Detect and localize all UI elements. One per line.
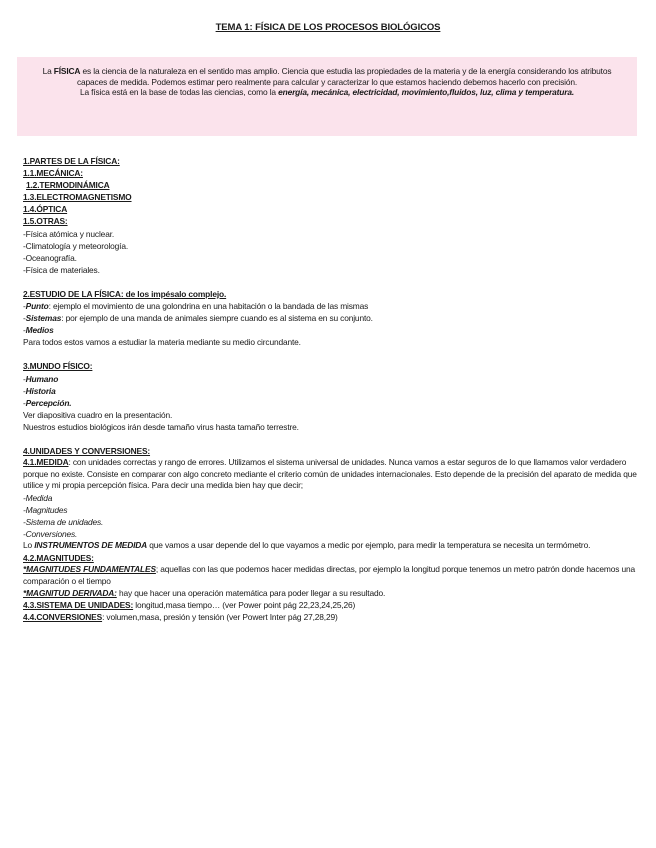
instrumentos-paragraph: Lo INSTRUMENTOS DE MEDIDA que vamos a usar depende del lo que vayamos a medic por ejemplo, para medir la temperatura se necesita un termómetro.: [23, 540, 591, 551]
paragraph: Para todos estos vamos a estudiar la materia mediante su medio circundante.: [23, 337, 301, 348]
intro-box: [17, 57, 637, 136]
list-item: -Climatología y meteorología.: [23, 240, 129, 251]
subsection-4-3: 4.3.SISTEMA DE UNIDADES:: [23, 600, 134, 611]
list-item: -Magnitudes: [23, 504, 68, 515]
list-item: -Física de materiales.: [23, 264, 100, 275]
derivada-paragraph: *MAGNITUD DERIVADA: hay que hacer una operación matemática para poder llegar a su resultado.: [23, 588, 386, 599]
section-3-heading: 3.MUNDO FÍSICO:: [23, 361, 93, 372]
intro-emphasis: energía, mecánica, electricidad, movimiento,fluidos, luz, clima y temperatura.: [278, 87, 575, 98]
list-item: -Conversiones.: [23, 529, 78, 540]
paragraph: Ver diapositiva cuadro en la presentación.: [23, 409, 173, 420]
fisica-term: FÍSICA: [53, 66, 81, 76]
section-1-heading: 1.PARTES DE LA FÍSICA:: [23, 156, 120, 166]
subsection-4-2: 4.2.MAGNITUDES:: [23, 552, 94, 563]
list-item: -Medios: [23, 325, 54, 336]
list-item: -Humano: [23, 373, 59, 384]
list-item: -Oceanografía.: [23, 252, 77, 263]
sistema-unidades-paragraph: 4.3.SISTEMA DE UNIDADES: longitud,masa tiempo… (ver Power point pág 22,23,24,25,26): [23, 600, 356, 611]
subsection-1-2: 1.2.TERMODINÁMICA: [26, 180, 110, 191]
medida-paragraph: 4.1.MEDIDA: con unidades correctas y rango de errores. Utilizamos el sistema universal de unidades. Nunca vamos a estar seguros de lo que llamamos valor verdadero porque no existe. Consiste en comparar con algo concreto mediante el criterio común de unidades internacionales. Esto depende de la precisión del aparato de medida que utilice y mi propia percepción física. Para decir una medida bien hay que decir;: [23, 457, 637, 491]
subsection-4-4: 4.4.CONVERSIONES: [23, 612, 103, 623]
section-2-heading: 2.ESTUDIO DE LA FÍSICA: de los impésalo complejo.: [23, 288, 227, 299]
intro-paragraph-1: La FÍSICA es la ciencia de la naturaleza en el sentido mas amplio. Ciencia que estudia las propiedades de la materia y de la energía considerando los atributos capaces de medida. Podemos estimar pero realmente para calcular y caracterizar lo que estamos haciendo debemos hacerlo con precisión.: [42, 66, 612, 87]
list-item: -Historia: [23, 385, 56, 396]
intro-paragraph-2: La física está en la base de todas las ciencias, como la energía, mecánica, electricidad, movimiento,fluidos, luz, clima y temperatura.: [79, 87, 575, 98]
subsection-1-5: 1.5.OTRAS:: [23, 216, 68, 227]
page-title: TEMA 1: FÍSICA DE LOS PROCESOS BIOLÓGICOS: [215, 22, 441, 33]
section-4-heading: 4.UNIDADES Y CONVERSIONES:: [23, 445, 151, 456]
subsection-4-1: 4.1.MEDIDA: [23, 457, 69, 468]
list-item: -Percepción.: [23, 397, 72, 408]
subsection-1-3: 1.3.ELECTROMAGNETISMO: [23, 192, 132, 203]
document-body: [23, 155, 643, 623]
list-item: -Física atómica y nuclear.: [23, 228, 115, 239]
paragraph: Nuestros estudios biológicos irán desde tamaño virus hasta tamaño terrestre.: [23, 421, 299, 432]
conversiones-paragraph: 4.4.CONVERSIONES: volumen,masa, presión y tensión (ver Powert Inter pág 27,28,29): [23, 612, 338, 623]
list-item: -Sistema de unidades.: [23, 517, 104, 528]
fundamentales-paragraph: *MAGNITUDES FUNDAMENTALES; aquellas con las que podemos hacer medidas directas, por ejemplo la longitud porque tenemos un metro patrón donde hacemos una comparación o el tiempo: [23, 563, 635, 586]
list-item: -Sistemas: por ejemplo de una manda de animales siempre cuando es al sistema en su conjunto.: [23, 313, 373, 324]
list-item: -Punto: ejemplo el movimiento de una golondrina en una habitación o la bandada de las mismas: [23, 301, 369, 312]
list-item: -Medida: [23, 492, 53, 503]
subsection-1-1: 1.1.MECÁNICA:: [23, 168, 83, 179]
subsection-1-4: 1.4.ÓPTICA: [23, 204, 68, 215]
